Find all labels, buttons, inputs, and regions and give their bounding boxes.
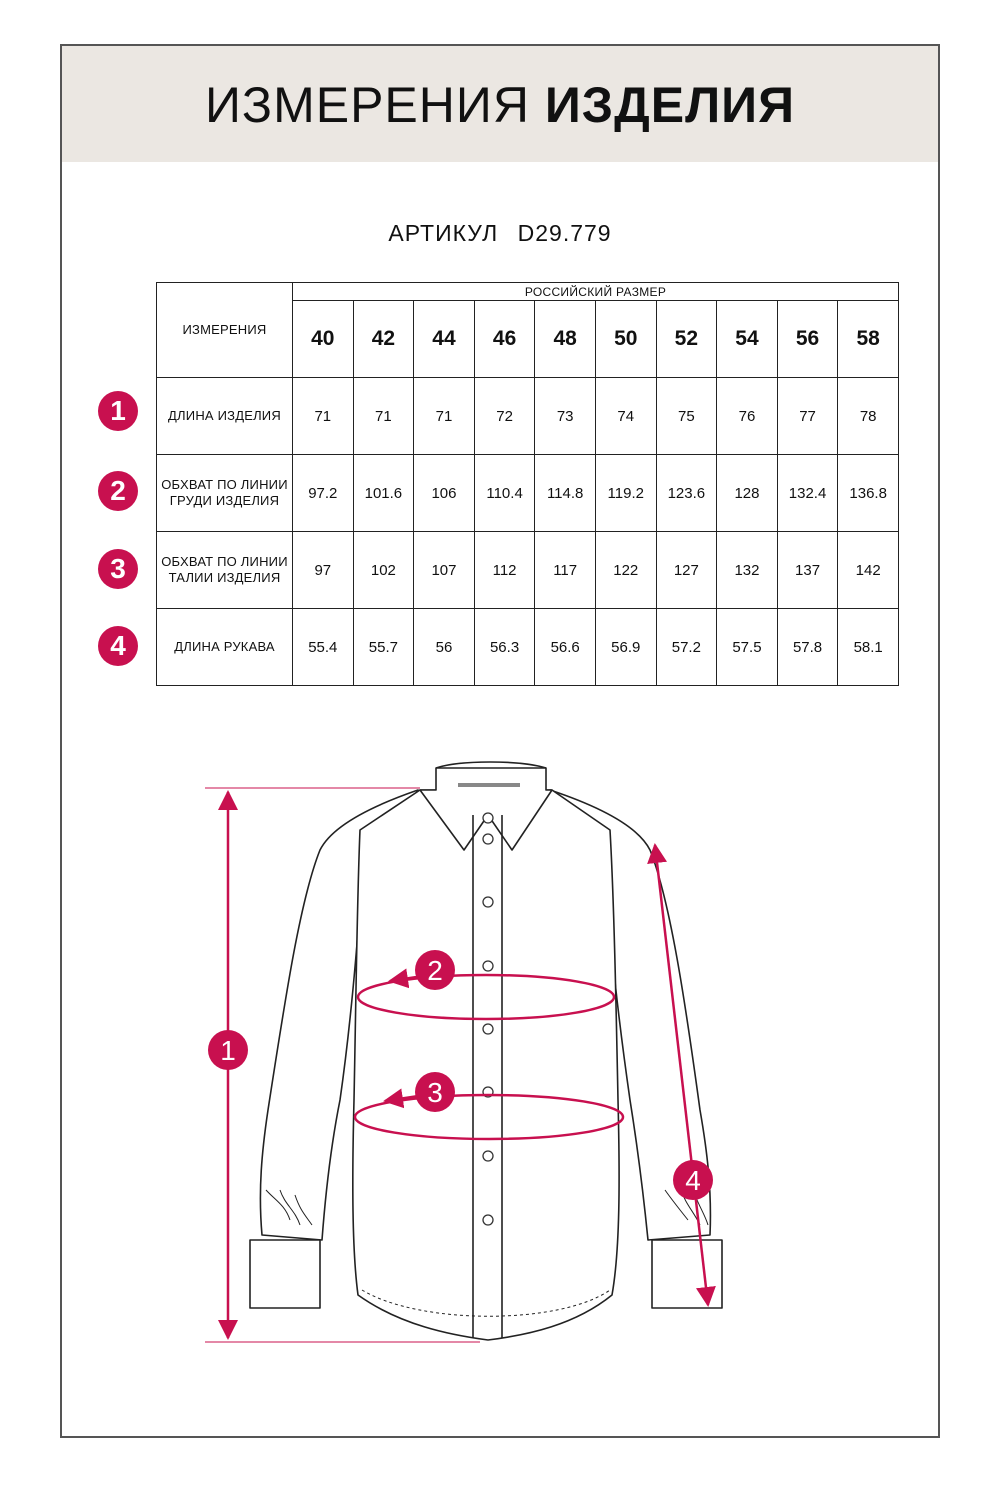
row-label: ОБХВАТ ПО ЛИНИИ ГРУДИ ИЗДЕЛИЯ — [157, 455, 293, 532]
row-label: ОБХВАТ ПО ЛИНИИ ТАЛИИ ИЗДЕЛИЯ — [157, 532, 293, 609]
table-cell: 71 — [293, 378, 354, 455]
table-cell: 76 — [717, 378, 778, 455]
table-cell: 73 — [535, 378, 596, 455]
table-cell: 97 — [293, 532, 354, 609]
table-cell: 55.7 — [353, 609, 414, 686]
table-cell: 57.8 — [777, 609, 838, 686]
size-header: 58 — [838, 301, 899, 378]
table-cell: 123.6 — [656, 455, 717, 532]
table-cell: 132 — [717, 532, 778, 609]
table-cell: 55.4 — [293, 609, 354, 686]
table-cell: 75 — [656, 378, 717, 455]
article-label: АРТИКУЛ — [388, 220, 499, 246]
size-header: 42 — [353, 301, 414, 378]
table-cell: 74 — [595, 378, 656, 455]
size-header: 44 — [414, 301, 475, 378]
corner-label: ИЗМЕРЕНИЯ — [157, 283, 293, 378]
table-cell: 102 — [353, 532, 414, 609]
marker-1 — [208, 1030, 248, 1070]
size-header: 54 — [717, 301, 778, 378]
table-cell: 101.6 — [353, 455, 414, 532]
table-cell: 110.4 — [474, 455, 535, 532]
table-cell: 56.9 — [595, 609, 656, 686]
table-cell: 119.2 — [595, 455, 656, 532]
table-cell: 77 — [777, 378, 838, 455]
table-cell: 78 — [838, 378, 899, 455]
table-cell: 127 — [656, 532, 717, 609]
table-cell: 71 — [414, 378, 475, 455]
table-cell: 142 — [838, 532, 899, 609]
table-cell: 72 — [474, 378, 535, 455]
table-cell: 114.8 — [535, 455, 596, 532]
table-cell: 122 — [595, 532, 656, 609]
table-cell: 71 — [353, 378, 414, 455]
article-code: D29.779 — [517, 220, 612, 246]
size-header: 50 — [595, 301, 656, 378]
table-cell: 136.8 — [838, 455, 899, 532]
table-cell: 128 — [717, 455, 778, 532]
table-cell: 58.1 — [838, 609, 899, 686]
table-cell: 56.6 — [535, 609, 596, 686]
marker-1-label: 1 — [220, 1035, 236, 1066]
shirt-outline — [250, 762, 722, 1340]
size-header: 52 — [656, 301, 717, 378]
row-number-badge-2: 2 — [98, 471, 138, 511]
marker-4-label: 4 — [685, 1165, 701, 1196]
size-header: 46 — [474, 301, 535, 378]
table-cell: 57.2 — [656, 609, 717, 686]
table-cell: 56 — [414, 609, 475, 686]
row-label: ДЛИНА РУКАВА — [157, 609, 293, 686]
marker-3 — [415, 1072, 455, 1112]
table-cell: 117 — [535, 532, 596, 609]
size-group-label: РОССИЙСКИЙ РАЗМЕР — [293, 283, 899, 301]
table-cell: 107 — [414, 532, 475, 609]
table-cell: 137 — [777, 532, 838, 609]
table-cell: 57.5 — [717, 609, 778, 686]
marker-4 — [673, 1160, 713, 1200]
size-header: 40 — [293, 301, 354, 378]
title-bold: ИЗДЕЛИЯ — [544, 77, 796, 133]
table-cell: 56.3 — [474, 609, 535, 686]
row-number-badge-3: 3 — [98, 549, 138, 589]
size-header: 48 — [535, 301, 596, 378]
row-label: ДЛИНА ИЗДЕЛИЯ — [157, 378, 293, 455]
marker-2 — [415, 950, 455, 990]
table-cell: 132.4 — [777, 455, 838, 532]
title-light: ИЗМЕРЕНИЯ — [204, 77, 530, 133]
row-number-badge-1: 1 — [98, 391, 138, 431]
marker-3-label: 3 — [427, 1077, 443, 1108]
table-cell: 106 — [414, 455, 475, 532]
marker-2-label: 2 — [427, 955, 443, 986]
size-header: 56 — [777, 301, 838, 378]
table-cell: 97.2 — [293, 455, 354, 532]
table-cell: 112 — [474, 532, 535, 609]
row-number-badge-4: 4 — [98, 626, 138, 666]
